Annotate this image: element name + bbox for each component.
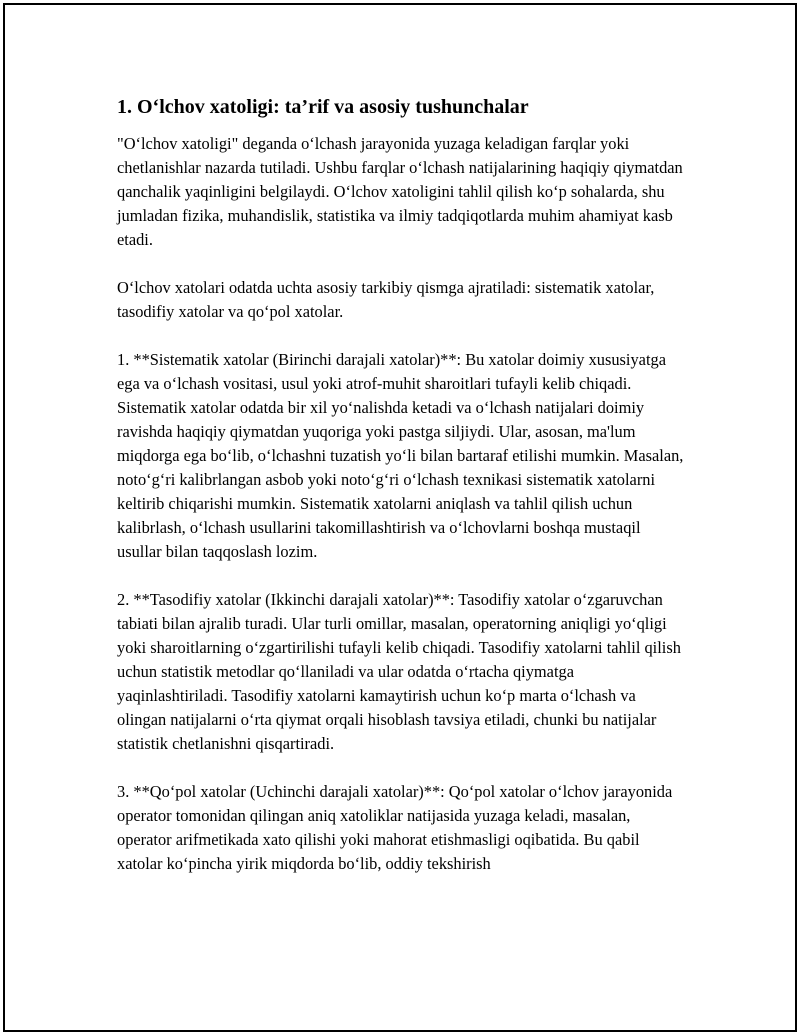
- random-errors-paragraph: 2. **Tasodifiy xatolar (Ikkinchi darajali xatolar)**: Tasodifiy xatolar o‘zgaruvchan tabiati bilan ajralib turadi. Ular turli omillar, masalan, operatorning aniqligi yo‘qligi yoki sharoitlarning o‘zgartirilishi tufayli kelib chiqadi. Tasodifiy xatolarni tahlil qilish uchun statistik metodlar qo‘llaniladi va ular odatda o‘rtacha qiymatga yaqinlashtiriladi. Tasodifiy xatolarni kamaytirish uchun ko‘p marta o‘lchash va olingan natijalarni o‘rta qiymat orqali hisoblash tavsiya etiladi, chunki bu natijalar statistik chetlanishni qisqartiradi.: [117, 590, 681, 753]
- systematic-errors-paragraph: 1. **Sistematik xatolar (Birinchi darajali xatolar)**: Bu xatolar doimiy xususiyatga ega va o‘lchash vositasi, usul yoki atrof-muhit sharoitlari tufayli kelib chiqadi. Sistematik xatolar odatda bir xil yo‘nalishda ketadi va o‘lchash natijalari doimiy ravishda haqiqiy qiymatdan yuqoriga yoki pastga siljiydi. Ular, asosan, ma'lum miqdorga ega bo‘lib, o‘lchashni tuzatish yo‘li bilan bartaraf etilishi mumkin. Masalan, noto‘g‘ri kalibrlangan asbob yoki noto‘g‘ri o‘lchash texnikasi sistematik xatolarni keltirib chiqarishi mumkin. Sistematik xatolarni aniqlash va tahlil qilish uchun kalibrlash, o‘lchash usullarini takomillashtirish va o‘lchovlarni boshqa mustaqil usullar bilan taqqoslash lozim.: [117, 350, 684, 561]
- classification-paragraph: O‘lchov xatolari odatda uchta asosiy tarkibiy qismga ajratiladi: sistematik xatolar, tasodifiy xatolar va qo‘pol xatolar.: [117, 278, 655, 321]
- gross-errors-paragraph: 3. **Qo‘pol xatolar (Uchinchi darajali xatolar)**: Qo‘pol xatolar o‘lchov jarayonida operator tomonidan qilingan aniq xatoliklar natijasida yuzaga keladi, masalan, operator arifmetikada xato qilishi yoki mahorat etishmasligi oqibatida. Bu qabil xatolar ko‘pincha yirik miqdorda bo‘lib, oddiy tekshirish: [117, 782, 673, 873]
- section-heading: 1. O‘lchov xatoligi: ta’rif va asosiy tushunchalar: [117, 96, 529, 118]
- document-body: [117, 94, 687, 900]
- intro-paragraph: "O‘lchov xatoligi" deganda o‘lchash jarayonida yuzaga keladigan farqlar yoki chetlanishlar nazarda tutiladi. Ushbu farqlar o‘lchash natijalarining haqiqiy qiymatdan qanchalik yaqinligini belgilaydi. O‘lchov xatoligini tahlil qilish ko‘p sohalarda, shu jumladan fizika, muhandislik, statistika va ilmiy tadqiqotlarda muhim ahamiyat kasb etadi.: [117, 134, 683, 249]
